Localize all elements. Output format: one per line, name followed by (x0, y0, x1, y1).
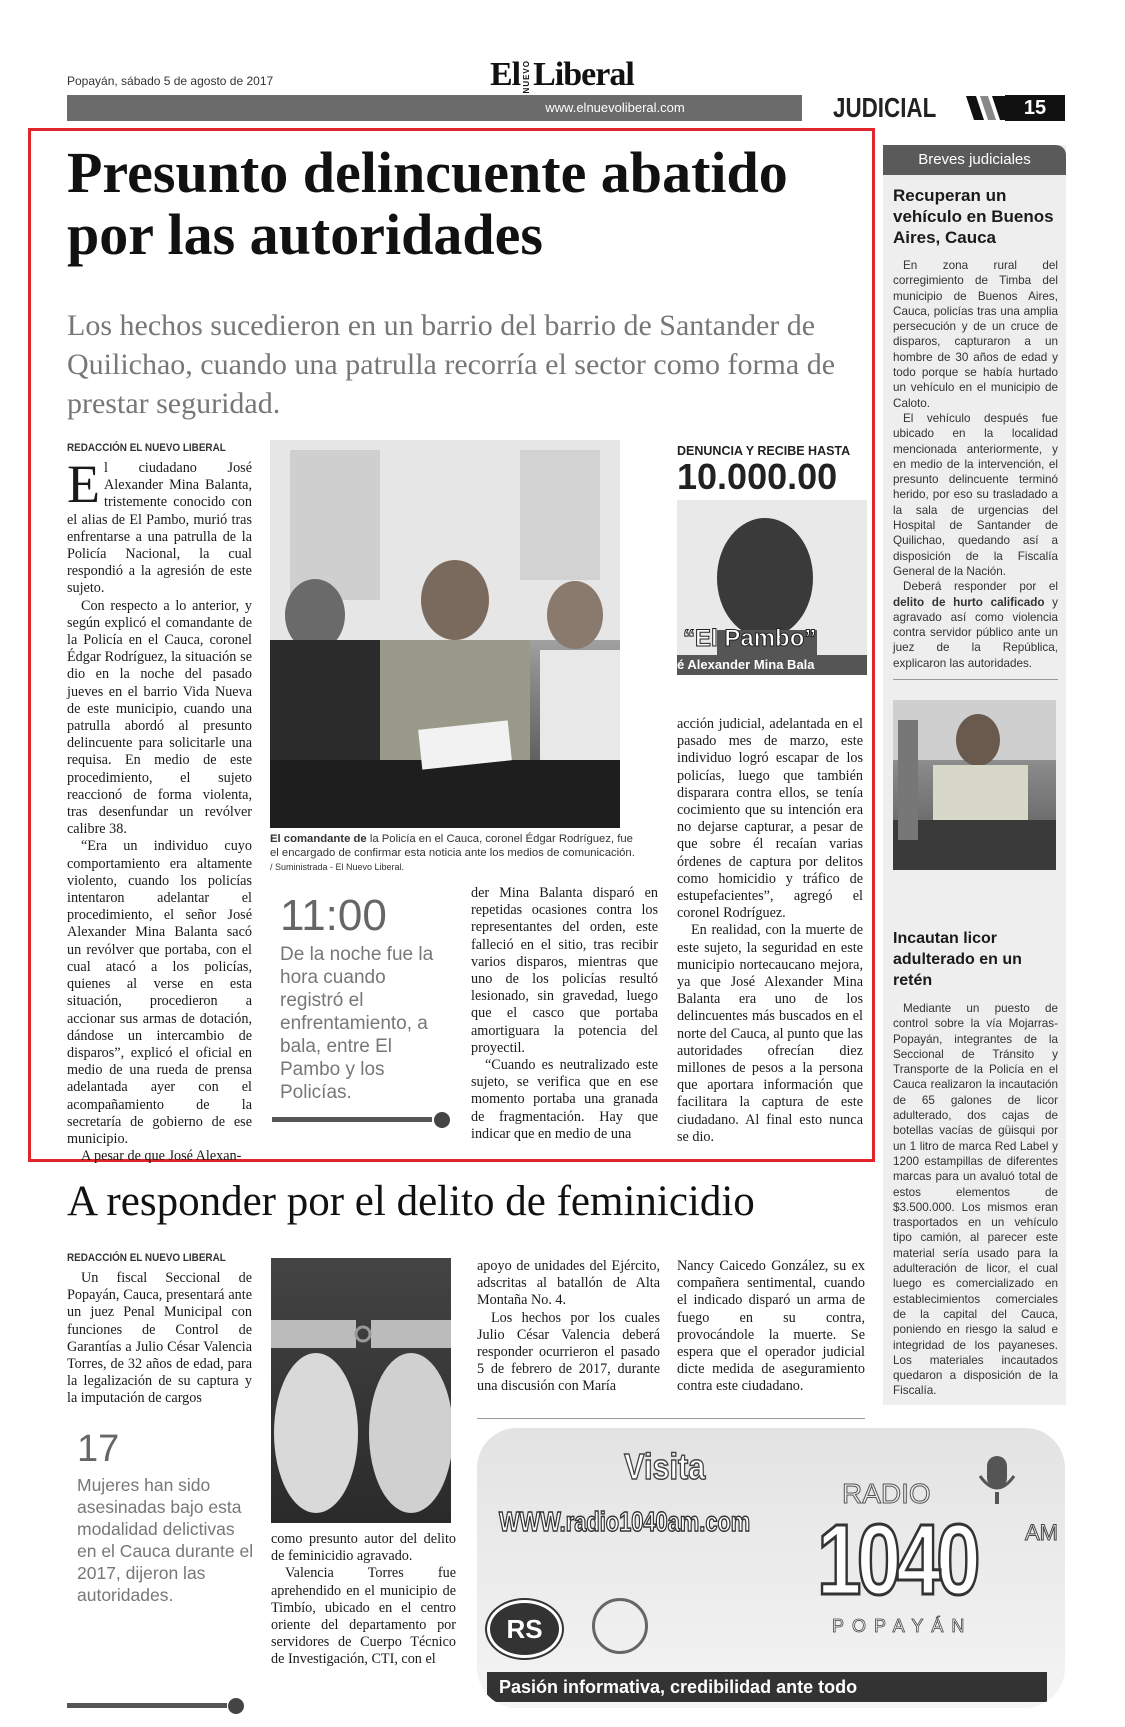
second-column-1 (67, 1252, 252, 1408)
pull-time-text: De la noche fue la hora cuando registró el enfrentamiento, a bala, entre El Pambo y los Policías. (280, 944, 434, 1103)
ad-am: AM (1025, 1520, 1058, 1545)
briefs-tab: Breves judiciales (883, 145, 1066, 175)
handcuffs-photo (271, 1258, 451, 1523)
second-column-2 (271, 1531, 456, 1669)
ad-signal-icon (592, 1598, 648, 1654)
microphone-icon (972, 1448, 1022, 1508)
brief-1-p3: Deberá responder por el delito de hurto calificado y agravado así como violencia contra servidor público ante un juez de la República, explicaron las autoridades. (893, 580, 1058, 670)
section-stripes-icon (966, 96, 1006, 120)
second-p3: Valencia Torres fue aprehendido en el municipio de Timbío, ubicado en el centro oriente del departamento por servidores de Cuerpo Técnico de Investigación, CTI, con el (271, 1565, 456, 1668)
press-conference-photo (270, 440, 620, 828)
main-col3-p2: “Cuando es neutralizado este sujeto, se verifica que en ese momento portaba una granada de fragmentación. Hay que indicar que en medio de una (471, 1057, 658, 1142)
photo-caption: El comandante de la Policía en el Cauca, coronel Édgar Rodríguez, fue el encargado de confirmar esta noticia ante los medios de comunicación. / Suministrada - El Nuevo Liberal. (270, 833, 635, 872)
wanted-amount: 10.000.00 (677, 456, 838, 497)
brief-1-p2: El vehículo después fue ubicado en la localidad mencionada anteriormente, y en medio de la intervención, el presunto delincuente terminó herido, por eso su trasladado a la sala de urgencias del Hospital de Santander de Quilichao, quedando así a disposición de la Fiscalía General de la Nación. (893, 411, 1058, 578)
wanted-poster (677, 444, 867, 689)
pull-quote-count (77, 1428, 257, 1606)
suspect-portrait (677, 500, 867, 675)
second-byline: REDACCIÓN EL NUEVO LIBERAL (67, 1252, 226, 1264)
ad-frequency: 1040 (817, 1504, 976, 1616)
pull-rule-2 (67, 1703, 227, 1708)
newspaper-logo (490, 56, 634, 94)
main-col3-p1: der Mina Balanta disparó en repetidas ocasiones contra los representantes del orden, este falleció en el sitio, tras recibir varios disparos, mientras que uno de los policías resultó lesionado, sin gravedad, luego que el casco que portaba amortiguara la potencia del proyectil. (471, 885, 658, 1056)
article-divider (477, 1418, 865, 1419)
main-p4: A pesar de que José Alexan- (81, 1148, 242, 1165)
main-headline: Presunto delincuente abatido por las autoridades (67, 140, 788, 267)
page-number: 15 (1005, 95, 1065, 121)
issue-date: Popayán, sábado 5 de agosto de 2017 (67, 74, 274, 88)
main-p1: El ciudadano José Alexander Mina Balanta, tristemente conocido con el alias de El Pambo, murió tras enfrentarse a una patrulla de la Policía Nacional, la cual respondió a la agresión de este sujeto. (67, 454, 252, 597)
main-column-4 (677, 716, 863, 1146)
pull-count: 17 (77, 1428, 120, 1470)
pull-count-text: Mujeres han sido asesinadas bajo esta modalidad delictivas en el Cauca durante el 2017, dijeron las autoridades. (77, 1475, 254, 1605)
brief-2 (893, 928, 1058, 1399)
main-p3: “Era un individuo cuyo comportamiento era altamente violento, cuando los policías intentaron adelantar el procedimiento, el señor José Alexander Mina Balanta sacó un revólver que portaba, con el cual atacó a los policías, quienes al verse en esta situación, procedieron a accionar sus armas de dotación, dándose un intercambio de disparos”, explicó el oficial en medio de una rueda de prensa adelantada ayer con el acompañamiento de la secretaría de gobierno de ese municipio. (67, 838, 252, 1147)
ad-rs-logo: RS (487, 1600, 562, 1658)
ad-slogan: Pasión informativa, credibilidad ante todo (487, 1672, 1047, 1702)
main-column-1 (67, 442, 252, 1165)
second-p5: Los hechos por los cuales Julio César Valencia deberá responder ocurrieron el pasado 5 de febrero de 2017, durante una discusión con María (477, 1309, 660, 1395)
ad-radio: RADIO (842, 1478, 931, 1509)
brief-1-title: Recuperan un vehículo en Buenos Aires, Cauca (893, 186, 1054, 247)
main-col4-p2: En realidad, con la muerte de este sujeto, la seguridad en este municipio nortecaucano mejora, ya que José Alexander Mina Balanta era uno de los delincuentes más buscados en el norte del Cauca, al punto que las autoridades ofrecían diez millones de pesos a la persona que aportara información que facilitara la captura de este ciudadano. Al final esto nunca se dio. (677, 922, 863, 1145)
brief-2-p1: Mediante un puesto de control sobre la vía Mojarras-Popayán, integrantes de la Seccional de Tránsito y Transporte de la Policía en el Cauca realizaron la incautación de 65 galones de licor adulterado, dos cajas de botellas vacías de güisqui por un 1 litro de marca Red Label y 1200 estampillas de diferentes marcas para un avaluó total de estos elementos de $3.500.000. Los mismos eran trasportados en un vehículo tipo camión, al parecer este material sería usado para la adulteración de licor, el cual luego es comercializado en establecimientos comerciales de la capital del Cauca, poniendo en riesgo la salud e integridad de los payaneses. Los materiales incautados quedaron a disposición de la Fiscalía. (893, 1002, 1058, 1398)
wanted-name: é Alexander Mina Bala (677, 655, 867, 675)
police-checkpoint-photo (893, 700, 1056, 870)
ad-visita: Visita (624, 1446, 706, 1487)
radio-advert[interactable] (477, 1428, 1065, 1708)
main-column-3 (471, 885, 658, 1143)
site-url[interactable]: www.elnuevoliberal.com (545, 100, 685, 115)
ad-city: POPAYÁN (832, 1616, 973, 1636)
main-deck: Los hechos sucedieron en un barrio del barrio de Santander de Quilichao, cuando una patrulla recorría el sector como forma de prestar seguridad. (67, 309, 836, 420)
logo-nuevo: NUEVO (522, 60, 532, 94)
logo-el: El (490, 56, 521, 93)
second-p1: Un fiscal Seccional de Popayán, Cauca, presentará ante un juez Penal Municipal con funciones de Control de Garantías a Julio César Valencia Torres, de 32 años de edad, para la legalización de su captura y la imputación de cargos (67, 1270, 252, 1407)
main-byline: REDACCIÓN EL NUEVO LIBERAL (67, 442, 226, 454)
second-p2: como presunto autor del delito de feminicidio agravado. (271, 1531, 456, 1565)
section-title: JUDICIAL (833, 92, 937, 123)
main-p2: Con respecto a lo anterior, y según explicó el comandante de la Policía en el Cauca, coronel Édgar Rodríguez, la situación se dio en la noche del pasado jueves en el barrio Vida Nueva de este municipio, cuando una patrulla abordó al presunto delincuente para solicitarle una requisa. En medio de este procedimiento, el sujeto reaccionó de forma violenta, tras desenfundar un revólver calibre 38. (67, 597, 252, 838)
wanted-alias: “El Pambo” (683, 625, 817, 652)
brief-1-p1: En zona rural del corregimiento de Timba del municipio de Buenos Aires, Cauca, policías tras una amplia persecución y de un cruce de disparos, capturaron a un hombre de 30 años de edad y todo porque se había hurtado un vehículo en el municipio de Caloto. (893, 259, 1058, 410)
second-column-3 (477, 1258, 660, 1396)
photo-credit: / Suministrada - El Nuevo Liberal. (270, 862, 405, 872)
logo-liberal: Liberal (533, 56, 634, 93)
brief-2-title: Incautan licor adulterado en un retén (893, 930, 1022, 989)
brief-1 (893, 185, 1058, 680)
dropcap: E (67, 454, 100, 514)
pull-rule (272, 1117, 432, 1122)
second-column-4 (677, 1258, 865, 1396)
second-p6: Nancy Caicedo González, su ex compañera sentimental, cuando el indicado disparó un arma de fuego en su contra, provocándole la muerte. Se espera que el operador judicial dicte medida de aseguramiento contra este ciudadano. (677, 1258, 865, 1395)
ad-url[interactable]: WWW.radio1040am.com (499, 1506, 751, 1537)
pull-quote-time (280, 893, 450, 1104)
pull-dot-icon (434, 1112, 450, 1128)
pull-time: 11:00 (280, 891, 387, 940)
main-col4-p1: acción judicial, adelantada en el pasado mes de marzo, este individuo logró escapar de los policías, luego que también disparara contra ellos, se tenía cocimiento que su intención era no dejarse capturar, a pesar de que sobre él recaían varias órdenes de captura por delitos como homicidio y tráfico de estupefacientes”, agregó el coronel Rodríguez. (677, 716, 863, 922)
second-p4: apoyo de unidades del Ejército, adscritas al batallón de Alta Montaña No. 4. (477, 1258, 660, 1309)
second-headline: A responder por el delito de feminicidio (67, 1178, 755, 1225)
wanted-top: DENUNCIA Y RECIBE HASTA (677, 444, 851, 458)
pull-dot-2-icon (228, 1698, 244, 1714)
